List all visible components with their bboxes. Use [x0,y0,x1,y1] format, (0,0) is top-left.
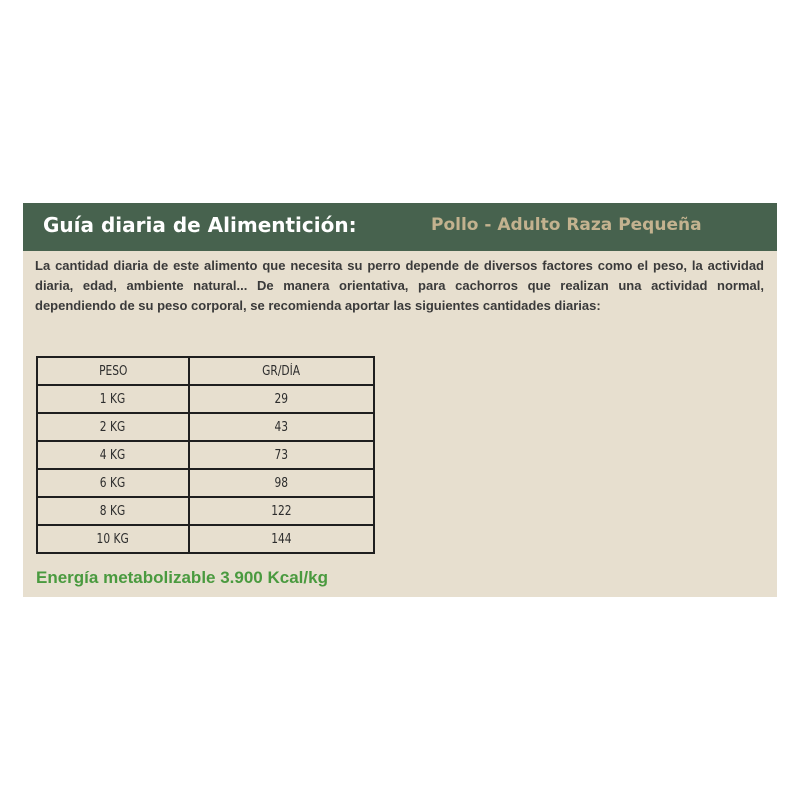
table-header-row [37,357,374,385]
table-row [37,497,374,525]
feeding-guide-card [23,203,777,597]
weight-cell: 2 KG [37,413,189,441]
column-header-grams: GR/DÍA [189,357,374,385]
weight-cell: 10 KG [37,525,189,553]
description-text: La cantidad diaria de este alimento que necesita su perro depende de diversos factores como el peso, la actividad diaria, edad, ambiente natural... De manera orientativa, para cachorros que realizan una actividad normal, dependiendo de su peso corporal, se recomienda aportar las siguientes cantidades diarias: [35,258,764,313]
table-row [37,385,374,413]
energy-value: Energía metabolizable 3.900 Kcal/kg [36,568,328,587]
guide-title: Guía diaria de Alimentición: [43,213,357,237]
grams-cell: 144 [189,525,374,553]
grams-cell: 73 [189,441,374,469]
weight-cell: 8 KG [37,497,189,525]
grams-cell: 43 [189,413,374,441]
grams-cell: 29 [189,385,374,413]
feeding-table [36,356,375,554]
weight-cell: 1 KG [37,385,189,413]
product-name: Pollo - Adulto Raza Pequeña [431,215,702,235]
grams-cell: 122 [189,497,374,525]
table-row [37,413,374,441]
column-header-weight: PESO [37,357,189,385]
table-row [37,525,374,553]
grams-cell: 98 [189,469,374,497]
header-bar [23,203,777,251]
weight-cell: 4 KG [37,441,189,469]
table-row [37,441,374,469]
table-row [37,469,374,497]
weight-cell: 6 KG [37,469,189,497]
